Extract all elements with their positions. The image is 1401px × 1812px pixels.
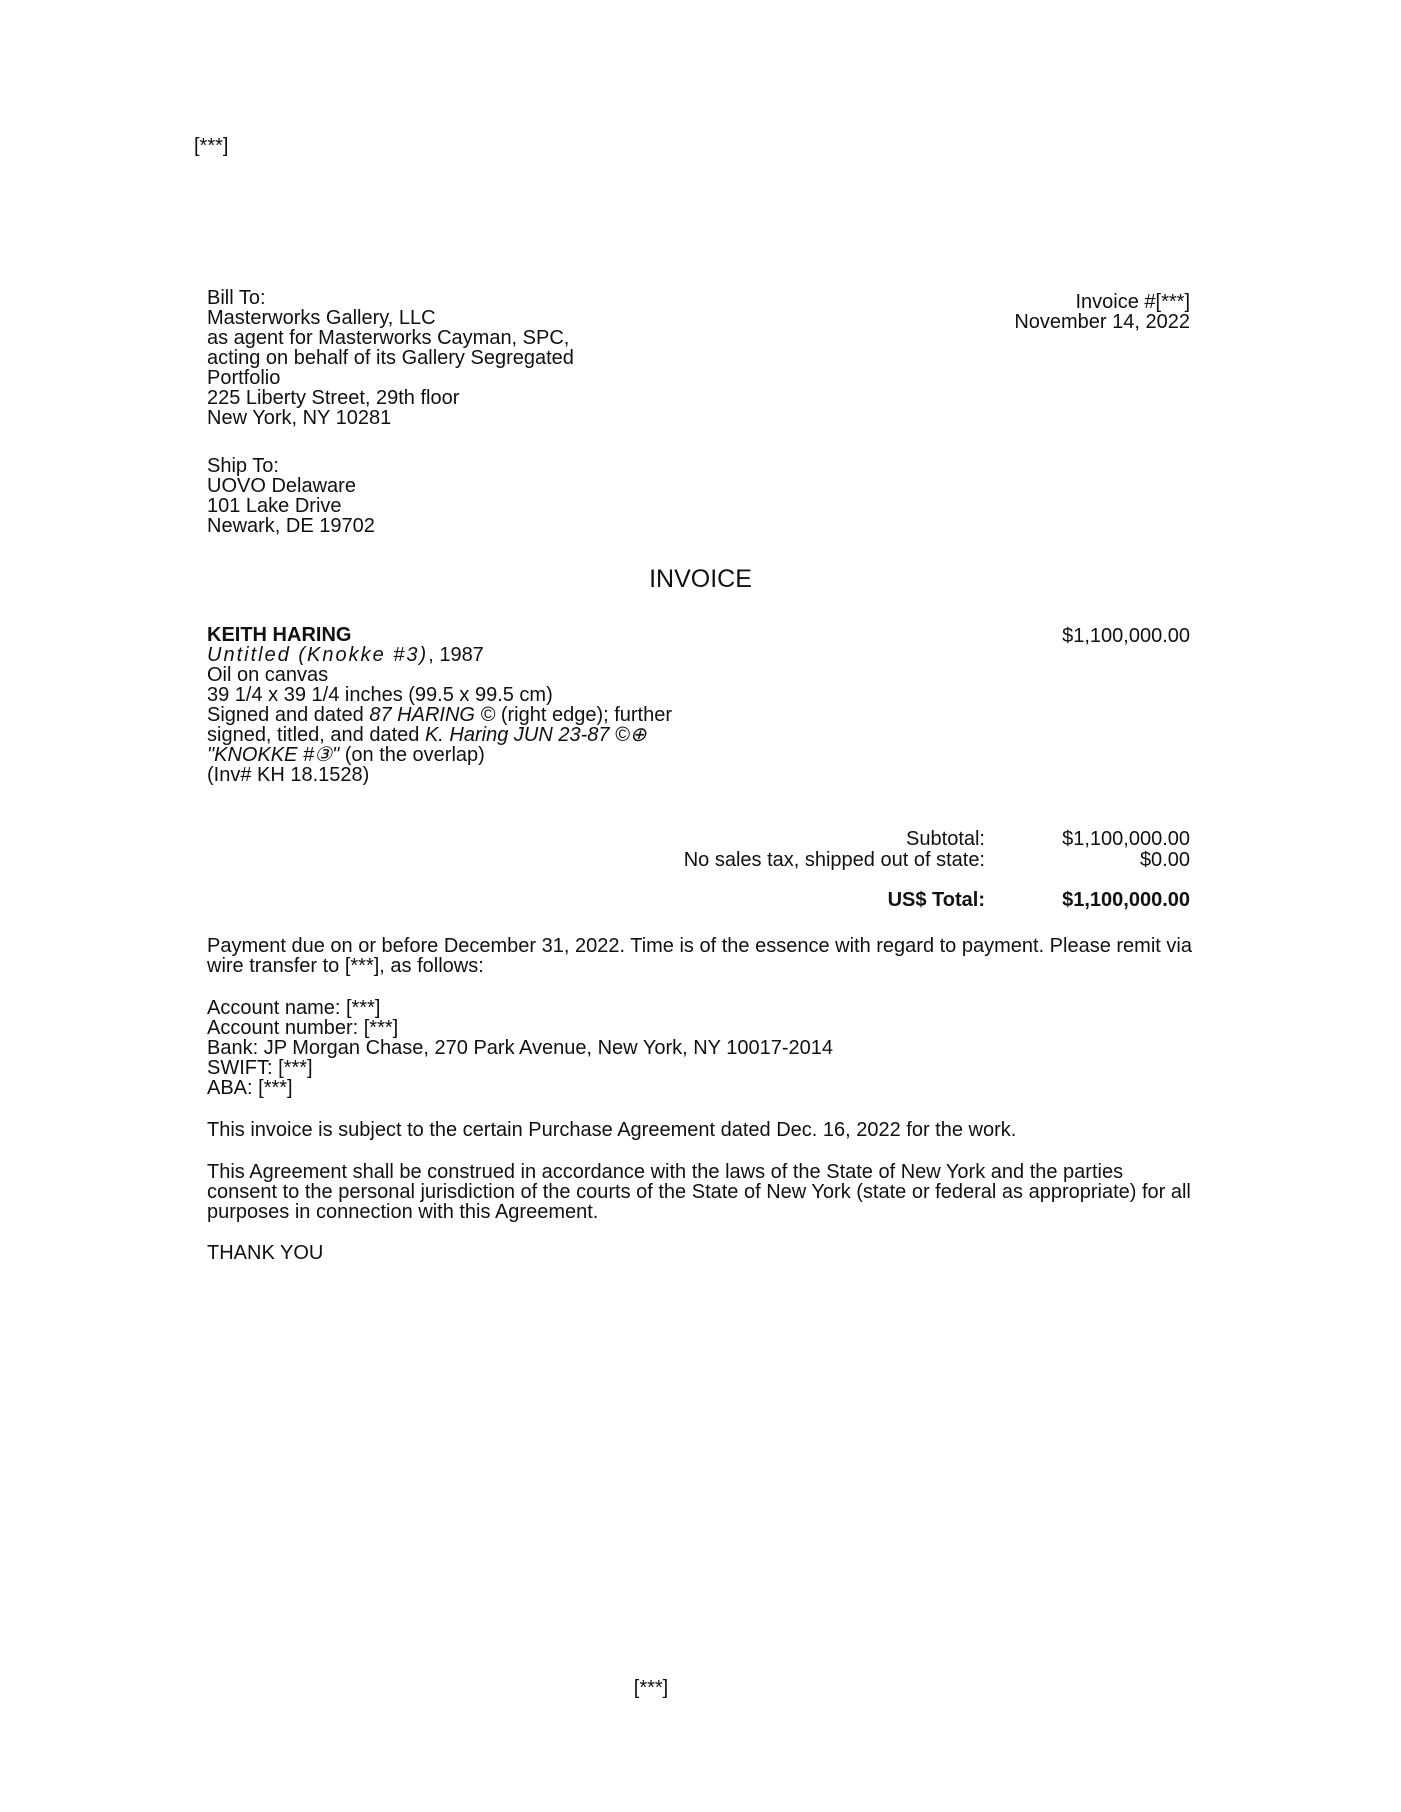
signature-inscription: "KNOKKE #③": [207, 744, 340, 766]
payment-terms: [207, 936, 1197, 976]
artwork-year: , 1987: [428, 644, 484, 666]
subtotal-value: $1,100,000.00: [1062, 828, 1190, 850]
artwork-price: $1,100,000.00: [1062, 625, 1190, 647]
artwork-title: Untitled (Knokke #3): [207, 644, 429, 666]
signature-text: Signed and dated: [207, 704, 370, 726]
swift-code: SWIFT: [***]: [207, 1057, 313, 1079]
account-number: Account number: [***]: [207, 1017, 399, 1039]
aba-number: ABA: [***]: [207, 1077, 293, 1099]
agreement-reference: This invoice is subject to the certain Purchase Agreement dated Dec. 16, 2022 for the work.: [207, 1119, 1017, 1141]
ship-to-line: Newark, DE 19702: [207, 515, 375, 537]
bill-to-block: [207, 288, 574, 428]
bill-to-heading: Bill To:: [207, 287, 266, 309]
invoice-date: November 14, 2022: [1014, 311, 1190, 333]
bill-to-line: Masterworks Gallery, LLC: [207, 307, 436, 329]
subtotal-label: Subtotal:: [906, 828, 985, 850]
artwork-title-line: [207, 645, 672, 665]
artwork-medium: Oil on canvas: [207, 664, 329, 686]
total-value: $1,100,000.00: [1062, 889, 1190, 911]
ship-to-line: 101 Lake Drive: [207, 495, 342, 517]
ship-to-block: [207, 456, 375, 536]
invoice-meta: [790, 292, 1190, 332]
signature-line-1: [207, 705, 672, 725]
signature-inscription: 87 HARING ©: [369, 704, 496, 726]
tax-row: [560, 850, 1190, 872]
account-name: Account name: [***]: [207, 997, 381, 1019]
thank-you: THANK YOU: [207, 1242, 324, 1264]
governing-law-text: This Agreement shall be construed in accordance with the laws of the State of New York and the parties consent to the personal jurisdiction of the courts of the State of New York (state or federal as appropriate) for all purposes in connection with this Agreement.: [207, 1161, 1191, 1223]
signature-text: (right edge); further: [495, 704, 673, 726]
bill-to-line: Portfolio: [207, 367, 281, 389]
ship-to-line: UOVO Delaware: [207, 475, 356, 497]
artist-name: KEITH HARING: [207, 624, 352, 646]
tax-value: $0.00: [1139, 849, 1190, 871]
redacted-footer-mark: [***]: [633, 1677, 669, 1699]
signature-line-2: [207, 725, 672, 745]
payment-text: Payment due on or before December 31, 2022. Time is of the essence with regard to payment. Please remit via wire transfer to [***], as follows:: [207, 935, 1192, 977]
artwork-dimensions: 39 1/4 x 39 1/4 inches (99.5 x 99.5 cm): [207, 684, 553, 706]
redacted-header-mark: [***]: [194, 135, 229, 157]
governing-law: [207, 1162, 1197, 1222]
bill-to-line: as agent for Masterworks Cayman, SPC,: [207, 327, 570, 349]
bill-to-line: 225 Liberty Street, 29th floor: [207, 387, 460, 409]
signature-line-3: [207, 745, 672, 765]
signature-text: signed, titled, and dated: [207, 724, 425, 746]
document-title: INVOICE: [649, 565, 752, 593]
bill-to-line: New York, NY 10281: [207, 407, 392, 429]
subtotal-row: [560, 829, 1190, 851]
artwork-description: [207, 625, 672, 785]
total-row: [560, 890, 1190, 912]
bill-to-line: acting on behalf of its Gallery Segregated: [207, 347, 574, 369]
total-label: US$ Total:: [887, 889, 985, 911]
ship-to-heading: Ship To:: [207, 455, 279, 477]
wire-instructions: [207, 998, 833, 1098]
tax-label: No sales tax, shipped out of state:: [683, 849, 985, 871]
bank-details: Bank: JP Morgan Chase, 270 Park Avenue, New York, NY 10017-2014: [207, 1037, 833, 1059]
signature-text: (on the overlap): [339, 744, 485, 766]
inventory-number: (Inv# KH 18.1528): [207, 764, 370, 786]
invoice-number: Invoice #[***]: [1075, 291, 1190, 313]
signature-inscription: K. Haring JUN 23-87 ©⊕: [424, 724, 647, 746]
